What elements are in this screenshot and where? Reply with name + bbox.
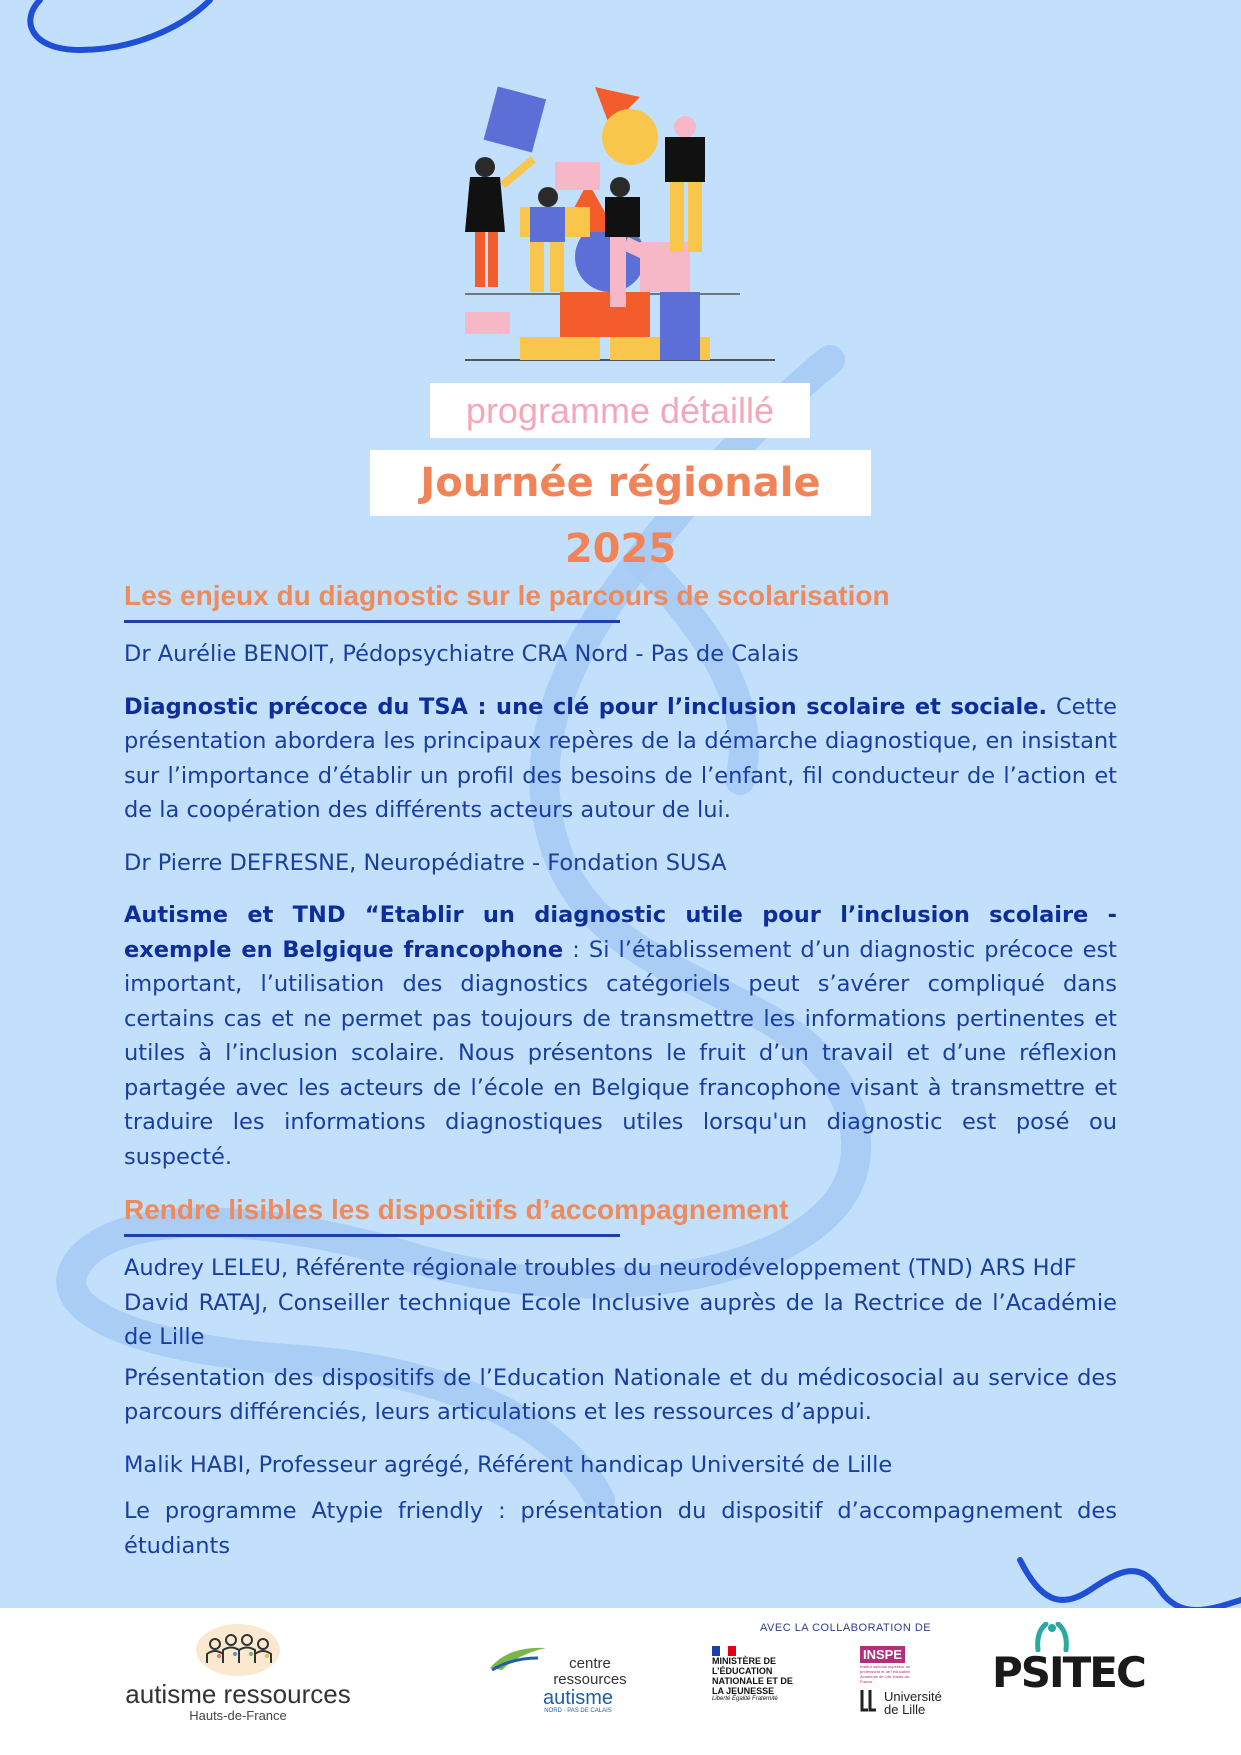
speaker-benoit: Dr Aurélie BENOIT, Pédopsychiatre CRA Nord - Pas de Calais	[124, 641, 799, 667]
section-title-dispositifs: Rendre lisibles les dispositifs d’accompagnement	[124, 1194, 789, 1225]
logo-autisme-ressources	[118, 1618, 358, 1723]
universite-lille-1: Université	[884, 1689, 942, 1704]
cra-line-1: centre ressources	[553, 1655, 627, 1688]
talk-title: Autisme et TND “Etablir un diagnostic utile pour l’inclusion scolaire - exemple en Belgique francophone	[124, 902, 1117, 963]
talk-description: : Si l’établissement d’un diagnostic précoce est important, l’utilisation des diagnostics catégoriels peut s’avérer compliqué dans certains cas et ne permet pas toujours de transmettre les informations pertinentes et utiles à l’inclusion scolaire. Nous présentons le fruit d’un travail et d’une réflexion partagée avec les acteurs de l’école en Belgique francophone visant à transmettre et traduire les informations diagnostiques utiles lorsqu'un diagnostic est posé ou suspecté.	[124, 936, 1117, 1170]
speaker-habi: Malik HABI, Professeur agrégé, Référent handicap Université de Lille	[124, 1451, 893, 1478]
speaker-leleu: Audrey LELEU, Référente régionale troubles du neurodéveloppement (TND) ARS HdF	[124, 1255, 1077, 1281]
logo-cra-npdc	[488, 1648, 648, 1714]
program-content	[124, 572, 1117, 1563]
talk-dispositifs: Présentation des dispositifs de l’Education Nationale et du médicosocial au service des parcours différenciés, leurs articulations et les ressources d’appui.	[124, 1364, 1117, 1425]
universite-lille-2: de Lille	[884, 1702, 926, 1717]
talk-description: Cette présentation abordera les principaux repères de la démarche diagnostique, en insistant sur l’importance d’établir un profil des besoins de l’enfant, fil conducteur de l’action et de la coopération des différents acteurs autour de lui.	[124, 693, 1117, 823]
logo-universite-lille	[860, 1688, 970, 1716]
talk-defresne	[124, 898, 1117, 1174]
psitec-name: PSITEC	[992, 1648, 1145, 1697]
page-title: Journée régionale 2025	[370, 450, 871, 516]
logo-inspe	[860, 1644, 960, 1684]
section-title-diagnostic: Les enjeux du diagnostic sur le parcours de scolarisation	[124, 580, 890, 611]
talk-benoit	[124, 690, 1117, 828]
psitec-figure-icon	[1032, 1622, 1072, 1652]
logo-psitec	[992, 1648, 1145, 1697]
ministere-motto: Liberté Égalité Fraternité	[712, 1696, 778, 1702]
speaker-defresne: Dr Pierre DEFRESNE, Neuropédiatre - Fondation SUSA	[124, 849, 727, 876]
cra-line-2: autisme	[542, 1687, 614, 1709]
autisme-ressources-people-icon	[193, 1618, 283, 1676]
section-underline	[124, 1234, 620, 1237]
program-subtitle: programme détaillé	[430, 383, 810, 438]
cra-line-3: NORD · PAS DE CALAIS	[544, 1708, 612, 1714]
partner-logos-footer	[0, 1608, 1241, 1755]
inspe-label: INSPE	[860, 1646, 905, 1663]
cra-swoosh-icon	[488, 1644, 548, 1672]
talk-title: Diagnostic précoce du TSA : une clé pour l’inclusion scolaire et sociale.	[124, 693, 1048, 720]
autisme-ressources-region: Hauts-de-France	[189, 1708, 287, 1723]
autisme-ressources-name: autisme ressources	[125, 1679, 351, 1709]
section-underline	[124, 620, 620, 623]
logo-ministere	[712, 1646, 802, 1703]
collaboration-label: AVEC LA COLLABORATION DE	[760, 1622, 932, 1634]
french-flag-icon	[712, 1646, 736, 1656]
header-illustration	[460, 82, 780, 367]
speaker-rataj: David RATAJ, Conseiller technique Ecole Inclusive auprès de la Rectrice de l’Académie de Lille	[124, 1289, 1117, 1350]
ministere-name: MINISTÈRE DE L’ÉDUCATION NATIONALE ET DE LA JEUNESSE	[712, 1656, 793, 1696]
universite-lille-icon	[860, 1688, 878, 1714]
inspe-description: Institut national supérieur du professorat et de l’éducation Académie de Lille Hauts-de-France	[860, 1663, 911, 1684]
talk-atypie: Le programme Atypie friendly : présentation du dispositif d’accompagnement des étudiants	[124, 1498, 1117, 1559]
